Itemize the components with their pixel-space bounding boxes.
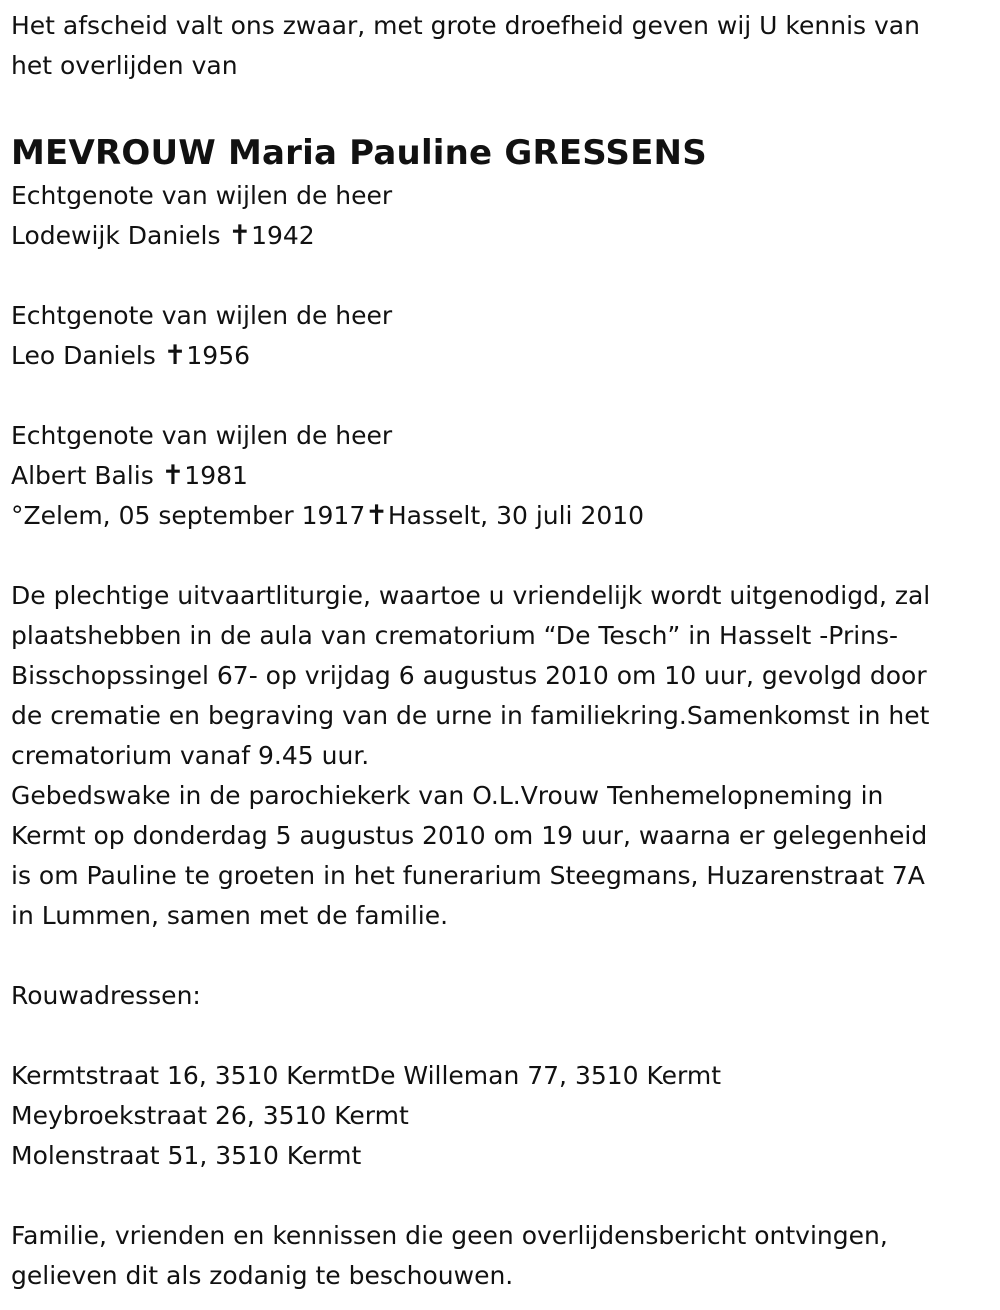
birth-date-place: Zelem, 05 september 1917 (23, 501, 366, 530)
spouse-death-year: 1956 (186, 341, 251, 370)
ceremony-line: De plechtige uitvaartliturgie, waartoe u vriendelijk wordt uitgenodigd, zal (11, 581, 931, 610)
cross-icon: ✝ (365, 500, 388, 531)
ceremony-line: crematorium vanaf 9.45 uur. (11, 741, 370, 770)
vigil-line: in Lummen, samen met de familie. (11, 901, 449, 930)
spouse-relation: Echtgenote van wijlen de heer (11, 301, 393, 330)
address-list (11, 1056, 990, 1176)
vigil-paragraph (11, 776, 990, 936)
intro-text (11, 6, 990, 86)
closing-line-2: gelieven dit als zodanig te beschouwen. (11, 1261, 514, 1290)
deceased-name: MEVROUW Maria Pauline GRESSENS (11, 133, 707, 173)
closing-line-1: Familie, vrienden en kennissen die geen overlijdensbericht ontvingen, (11, 1221, 888, 1250)
spouse-name: Leo Daniels (11, 341, 156, 370)
spouse-block-1 (11, 176, 990, 256)
ceremony-line: Bisschopssingel 67- op vrijdag 6 augustus 2010 om 10 uur, gevolgd door (11, 661, 927, 690)
address-line: Molenstraat 51, 3510 Kermt (11, 1141, 362, 1170)
spouse-name: Albert Balis (11, 461, 154, 490)
cross-icon: ✝ (163, 340, 187, 371)
cross-icon: ✝ (228, 220, 252, 251)
intro-line-2: het overlijden van (11, 51, 238, 80)
vigil-line: Gebedswake in de parochiekerk van O.L.Vrouw Tenhemelopneming in (11, 781, 884, 810)
spacer (11, 376, 990, 416)
ceremony-paragraph (11, 576, 990, 776)
spouse-block-2 (11, 296, 990, 376)
death-date-place: Hasselt, 30 juli 2010 (387, 501, 645, 530)
spouse-death-year: 1981 (184, 461, 248, 490)
ceremony-line: de crematie en begraving van de urne in familiekring.Samenkomst in het (11, 701, 930, 730)
spacer (11, 536, 990, 576)
address-line: Meybroekstraat 26, 3510 Kermt (11, 1101, 409, 1130)
spouse-line (11, 336, 990, 376)
spacer (11, 86, 990, 126)
birth-marker: ° (11, 501, 24, 530)
spouse-relation: Echtgenote van wijlen de heer (11, 181, 393, 210)
intro-line-1: Het afscheid valt ons zwaar, met grote droefheid geven wij U kennis van (11, 11, 920, 40)
spouse-death-year: 1942 (251, 221, 315, 250)
spouse-block-3 (11, 416, 990, 496)
spacer (11, 1176, 990, 1216)
spouse-relation: Echtgenote van wijlen de heer (11, 421, 393, 450)
spouse-line (11, 456, 990, 496)
spouse-line (11, 216, 990, 256)
vigil-line: Kermt op donderdag 5 augustus 2010 om 19 uur, waarna er gelegenheid (11, 821, 928, 850)
addresses-heading: Rouwadressen: (11, 981, 201, 1010)
closing-paragraph (11, 1216, 990, 1296)
life-dates (11, 496, 990, 536)
ceremony-line: plaatshebben in de aula van crematorium “De Tesch” in Hasselt -Prins- (11, 621, 899, 650)
address-line: Kermtstraat 16, 3510 KermtDe Willeman 77, 3510 Kermt (11, 1061, 722, 1090)
cross-icon: ✝ (161, 460, 185, 491)
spacer (11, 1016, 990, 1056)
spouse-name: Lodewijk Daniels (11, 221, 221, 250)
vigil-line: is om Pauline te groeten in het funerarium Steegmans, Huzarenstraat 7A (11, 861, 925, 890)
spacer (11, 256, 990, 296)
spacer (11, 936, 990, 976)
